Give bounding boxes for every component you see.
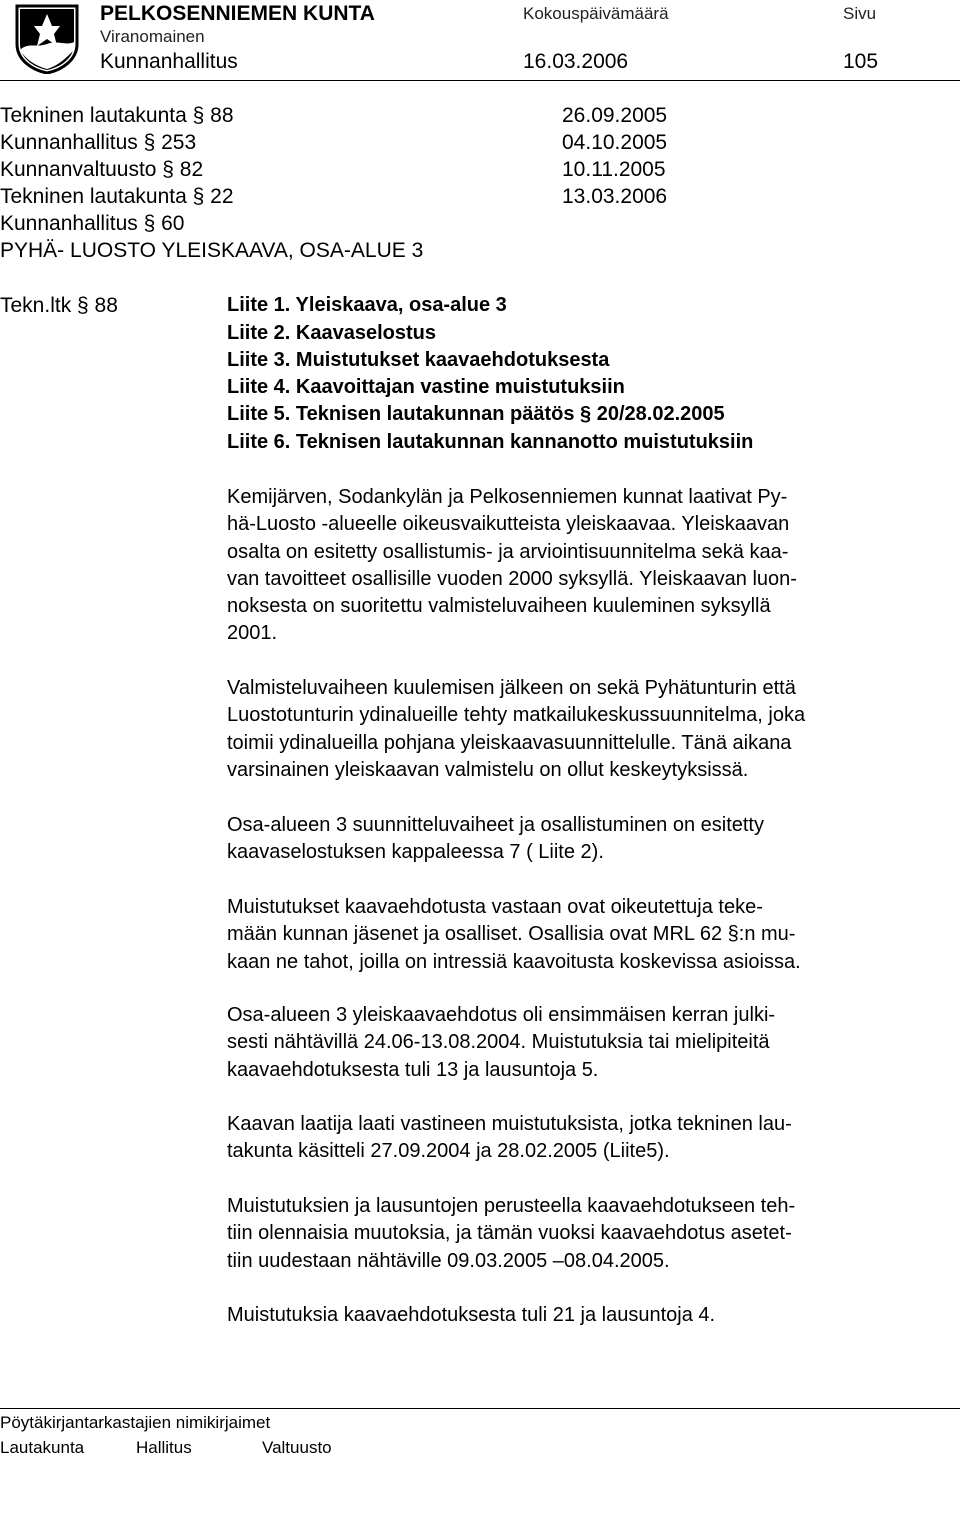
history-body: Tekninen lautakunta § 88 [0, 104, 234, 127]
paragraph-line: 2001. [227, 622, 278, 645]
authority-label: Viranomainen [100, 27, 205, 46]
body-paragraph [227, 1002, 917, 1084]
history-date: 13.03.2006 [562, 185, 668, 208]
paragraph-line: Valmisteluvaiheen kuulemisen jälkeen on sekä Pyhätunturin että [227, 677, 796, 699]
body-paragraph [227, 675, 917, 784]
paragraph-line: kaan ne tahot, joilla on intressiä kaavoitusta koskevissa asioissa. [227, 950, 801, 973]
attachment-item: Liite 2. Kaavaselostus [227, 322, 436, 344]
footer-rule [0, 1408, 960, 1409]
paragraph-line: osalta on esitetty osallistumis- ja arviointisuunnitelma sekä kaa- [227, 540, 789, 563]
history-body: Kunnanhallitus § 60 [0, 212, 185, 235]
page-number: 105 [843, 50, 879, 73]
paragraph-line: kaavaehdotuksesta tuli 13 ja lausuntoja 5. [227, 1058, 599, 1081]
paragraph-line: Osa-alueen 3 suunnitteluvaiheet ja osallistuminen on esitetty [227, 814, 764, 836]
header-rule [0, 80, 960, 81]
footer-column-hallitus: Hallitus [136, 1438, 192, 1457]
footer-title: Pöytäkirjantarkastajien nimikirjaimet [0, 1413, 271, 1432]
body-paragraph [227, 1193, 917, 1275]
paragraph-line: Kaavan laatija laati vastineen muistutuksista, jotka tekninen lau- [227, 1113, 792, 1135]
attachment-item: Liite 5. Teknisen lautakunnan päätös § 20/28.02.2005 [227, 403, 725, 425]
page-label: Sivu [843, 4, 877, 23]
organization-name: PELKOSENNIEMEN KUNTA [100, 2, 375, 25]
paragraph-line: Muistutuksien ja lausuntojen perusteella kaavaehdotukseen teh- [227, 1195, 796, 1217]
paragraph-line: Luostotunturin ydinalueille tehty matkailukeskussuunnitelma, joka [227, 704, 806, 727]
history-body: Kunnanvaltuusto § 82 [0, 158, 204, 181]
paragraph-line: sesti nähtävillä 24.06-13.08.2004. Muistutuksia tai mielipiteitä [227, 1031, 770, 1054]
section-reference: Tekn.ltk § 88 [0, 294, 118, 317]
body-paragraph [227, 812, 917, 867]
attachment-item: Liite 4. Kaavoittajan vastine muistutuksiin [227, 376, 625, 398]
footer-column-lautakunta: Lautakunta [0, 1438, 85, 1457]
paragraph-line: Osa-alueen 3 yleiskaavaehdotus oli ensimmäisen kerran julki- [227, 1004, 776, 1026]
paragraph-line: toimii ydinalueilla pohjana yleiskaavasuunnittelulle. Tänä aikana [227, 731, 792, 754]
meeting-date: 16.03.2006 [523, 50, 629, 73]
paragraph-line: mään kunnan jäsenet ja osalliset. Osallisia ovat MRL 62 §:n mu- [227, 923, 796, 946]
attachment-item: Liite 6. Teknisen lautakunnan kannanotto muistutuksiin [227, 431, 754, 453]
history-date: 04.10.2005 [562, 131, 668, 154]
body-name: Kunnanhallitus [100, 50, 238, 73]
paragraph-line: tiin uudestaan nähtäville 09.03.2005 –08.04.2005. [227, 1249, 670, 1272]
body-paragraph [227, 894, 917, 976]
history-date: 10.11.2005 [562, 158, 666, 181]
paragraph-line: kaavaselostuksen kappaleessa 7 ( Liite 2). [227, 841, 604, 864]
paragraph-line: Muistutuksia kaavaehdotuksesta tuli 21 ja lausuntoja 4. [227, 1304, 716, 1326]
body-paragraph [227, 1302, 917, 1329]
history-date: 26.09.2005 [562, 104, 668, 127]
paragraph-line: takunta käsitteli 27.09.2004 ja 28.02.2005 (Liite5). [227, 1140, 670, 1163]
paragraph-line: hä-Luosto -alueelle oikeusvaikutteista yleiskaavaa. Yleiskaavan [227, 513, 790, 536]
attachment-item: Liite 1. Yleiskaava, osa-alue 3 [227, 294, 507, 316]
paragraph-line: tiin olennaisia muutoksia, ja tämän vuoksi kaavaehdotus asetet- [227, 1222, 792, 1245]
paragraph-line: Kemijärven, Sodankylän ja Pelkosenniemen kunnat laativat Py- [227, 486, 788, 508]
paragraph-line: noksesta on suoritettu valmisteluvaiheen kuuleminen syksyllä [227, 595, 771, 618]
meeting-date-label: Kokouspäivämäärä [523, 4, 669, 23]
subject-title: PYHÄ- LUOSTO YLEISKAAVA, OSA-ALUE 3 [0, 239, 424, 262]
paragraph-line: varsinainen yleiskaavan valmistelu on ollut keskeytyksissä. [227, 758, 749, 781]
attachment-item: Liite 3. Muistutukset kaavaehdotuksesta [227, 349, 610, 371]
history-body: Tekninen lautakunta § 22 [0, 185, 234, 208]
body-paragraph [227, 484, 917, 648]
paragraph-line: Muistutukset kaavaehdotusta vastaan ovat oikeutettuja teke- [227, 896, 763, 918]
paragraph-line: van tavoitteet osallisille vuoden 2000 syksyllä. Yleiskaavan luon- [227, 567, 797, 590]
history-body: Kunnanhallitus § 253 [0, 131, 197, 154]
municipality-crest-logo [14, 4, 80, 74]
footer-column-valtuusto: Valtuusto [262, 1438, 332, 1457]
body-paragraph [227, 1111, 917, 1166]
